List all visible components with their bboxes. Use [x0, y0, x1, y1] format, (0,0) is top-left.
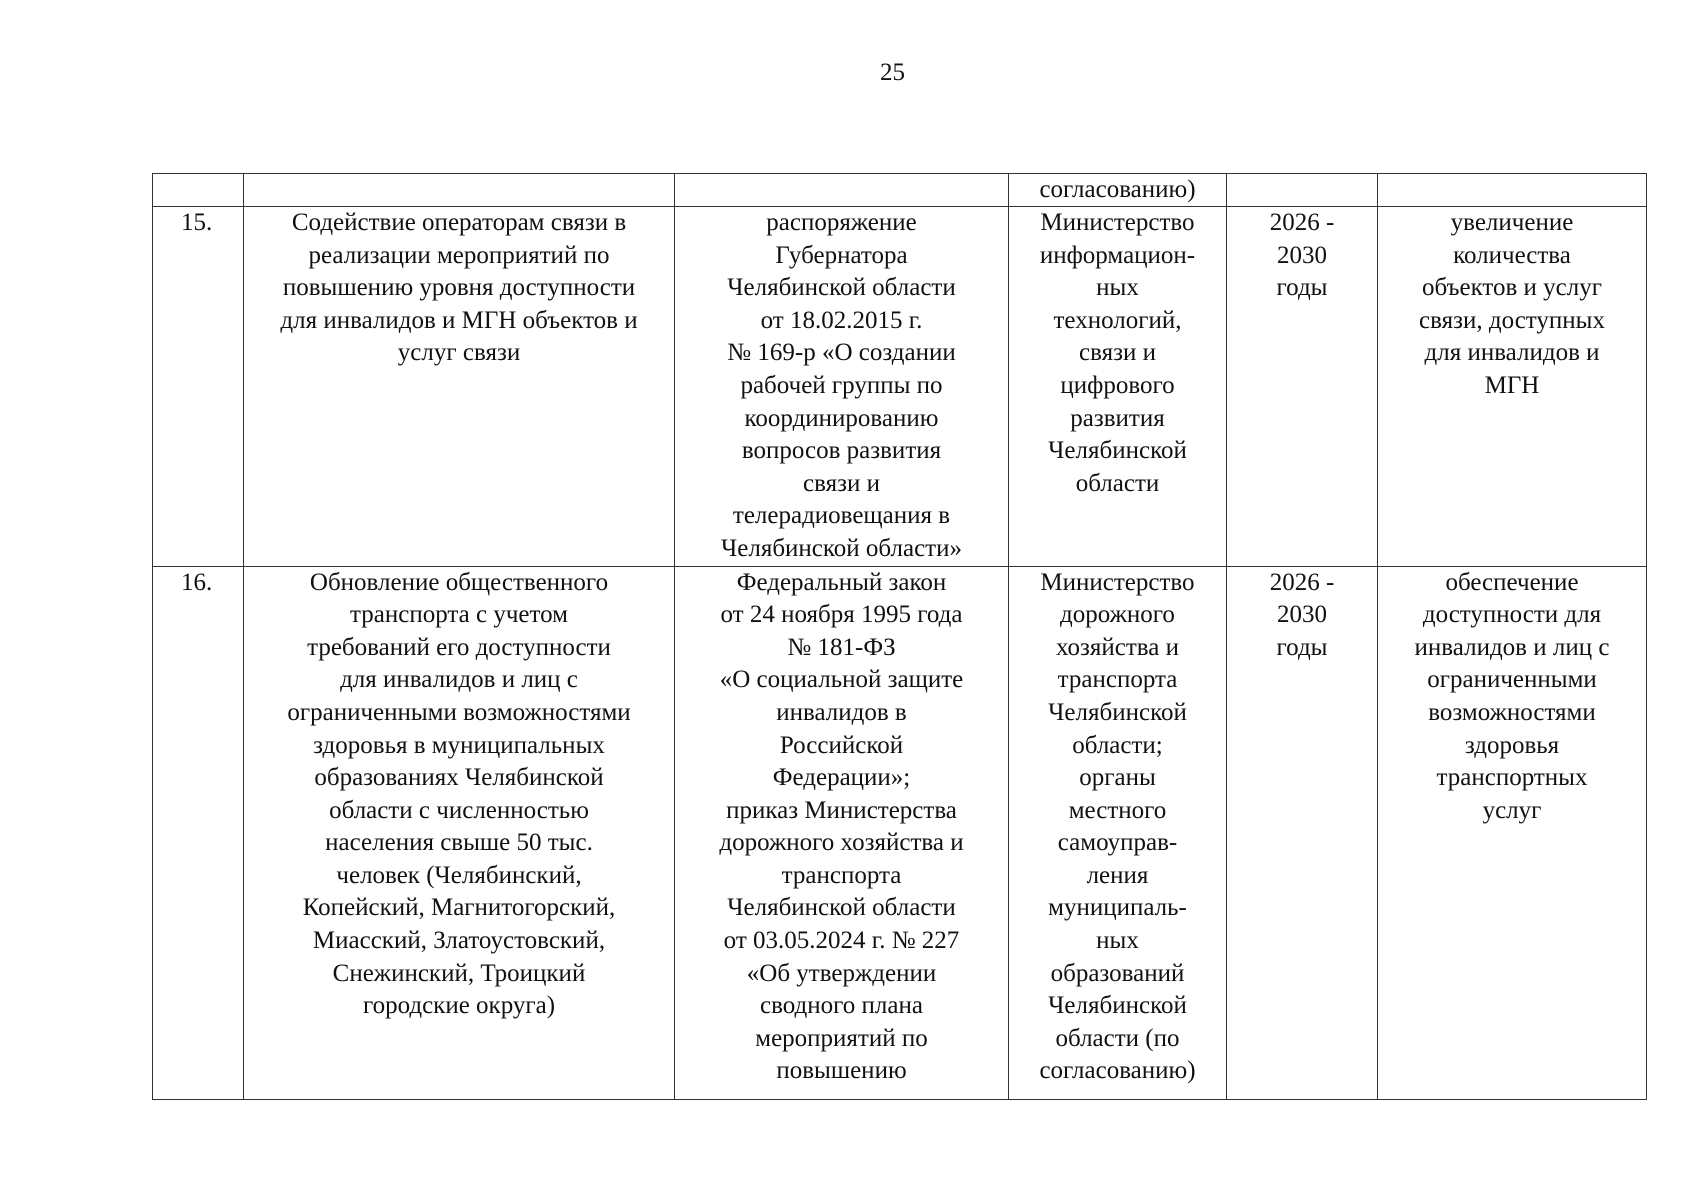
event-text: Обновление общественного транспорта с учетом требований его доступности для инвалидов и лиц с ограниченными возможностями здоровья в муниципальных образованиях Челябинской области с численностью населения свыше 50 тыс. человек (Челябинский, Копейский, Магнитогорский, Миасский, Златоустовский, Снежинский, Троицкий городские округа) — [287, 568, 631, 1020]
period-text: 2026 - 2030 годы — [1269, 568, 1335, 661]
cell-legal-basis — [675, 207, 1009, 567]
cell-number — [153, 566, 244, 1099]
row-number: 16. — [181, 568, 213, 596]
legal-basis-text: распоряжение Губернатора Челябинской области от 18.02.2015 г. № 169-р «О создании рабочей группы по координированию вопросов развития связи и телерадиовещания в Челябинской области» — [721, 209, 962, 562]
cell-event — [244, 174, 675, 207]
page-number: 25 — [880, 59, 905, 86]
cell-legal-basis — [675, 174, 1009, 207]
cell-number — [153, 207, 244, 567]
cell-event — [244, 207, 675, 567]
table-row — [153, 207, 1647, 567]
table-row — [153, 566, 1647, 1099]
table-row-continuation — [153, 174, 1647, 207]
row-number: 15. — [181, 209, 213, 236]
legal-basis-text: Федеральный закон от 24 ноября 1995 года № 181-ФЗ «О социальной защите инвалидов в Российской Федерации»; приказ Министерства дорожного хозяйства и транспорта Челябинской области от 03.05.2024 г. № 227 «Об утверждении сводного плана мероприятий по повышению — [719, 568, 964, 1085]
cell-period — [1227, 207, 1378, 567]
result-text: увеличение количества объектов и услуг связи, доступных для инвалидов и МГН — [1419, 209, 1605, 399]
responsible-text: Министерство дорожного хозяйства и транспорта Челябинской области; органы местного самоуправ- ления муниципаль- ных образований Челябинской области (по согласованию) — [1039, 568, 1196, 1085]
result-text: обеспечение доступности для инвалидов и лиц с ограниченными возможностями здоровья транспортных услуг — [1414, 568, 1610, 824]
measures-table — [152, 173, 1647, 1100]
cell-result — [1378, 566, 1647, 1099]
period-text: 2026 - 2030 годы — [1269, 209, 1335, 302]
cell-period — [1227, 566, 1378, 1099]
cell-responsible — [1009, 566, 1227, 1099]
cell-legal-basis — [675, 566, 1009, 1099]
cell-responsible-text: согласованию) — [1039, 176, 1196, 203]
cell-event — [244, 566, 675, 1099]
cell-responsible — [1009, 174, 1227, 207]
cell-responsible — [1009, 207, 1227, 567]
cell-period — [1227, 174, 1378, 207]
event-text: Содействие операторам связи в реализации мероприятий по повышению уровня доступности для инвалидов и МГН объектов и услуг связи — [280, 209, 638, 367]
responsible-text: Министерство информацион- ных технологий, связи и цифрового развития Челябинской области — [1039, 209, 1196, 497]
cell-result — [1378, 207, 1647, 567]
cell-result — [1378, 174, 1647, 207]
cell-number — [153, 174, 244, 207]
